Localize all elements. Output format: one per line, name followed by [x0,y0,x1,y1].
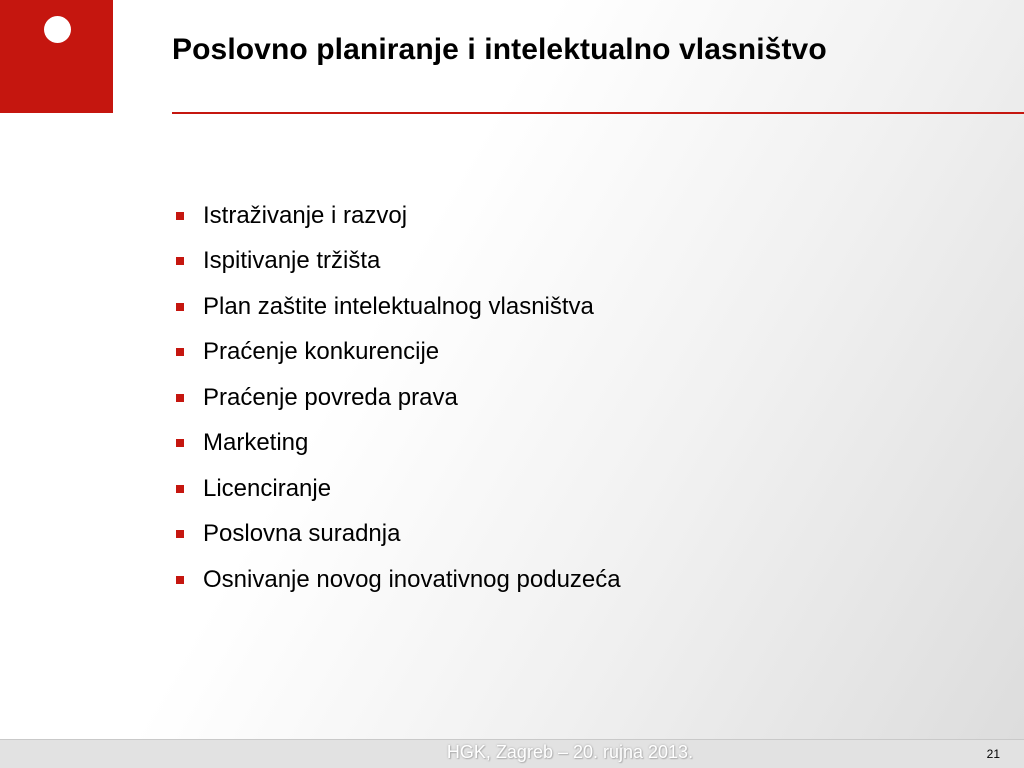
square-bullet-icon [176,576,184,584]
bullet-item [176,375,621,421]
bullet-text: Praćenje konkurencije [203,338,440,366]
brand-logo-block [0,0,113,113]
footer-event-text: HGK, Zagreb – 20. rujna 2013. [446,742,694,762]
square-bullet-icon [176,257,184,265]
title-divider [172,112,1024,114]
bullet-text: Poslovna suradnja [203,520,401,548]
footer-bar [0,739,1024,768]
bullet-item [176,193,621,239]
bullet-item [176,421,621,467]
bullet-text: Osnivanje novog inovativnog poduzeća [203,565,621,593]
square-bullet-icon [176,439,184,447]
square-bullet-icon [176,485,184,493]
page-number: 21 [986,747,1000,761]
bullet-text: Praćenje povreda prava [203,383,458,411]
bullet-text: Ispitivanje tržišta [203,247,381,275]
bullet-item [176,239,621,285]
bullet-text: Istraživanje i razvoj [203,201,408,229]
bullet-item [176,557,621,603]
bullet-text: Plan zaštite intelektualnog vlasništva [203,292,594,320]
square-bullet-icon [176,348,184,356]
square-bullet-icon [176,212,184,220]
brand-dot-icon [44,16,71,43]
square-bullet-icon [176,530,184,538]
bullet-item [176,330,621,376]
slide-title: Poslovno planiranje i intelektualno vlasništvo [172,33,827,66]
square-bullet-icon [176,394,184,402]
bullet-list [176,193,621,603]
bullet-item [176,284,621,330]
bullet-text: Marketing [203,429,309,457]
square-bullet-icon [176,303,184,311]
bullet-text: Licenciranje [203,474,332,502]
bullet-item [176,466,621,512]
bullet-item [176,512,621,558]
